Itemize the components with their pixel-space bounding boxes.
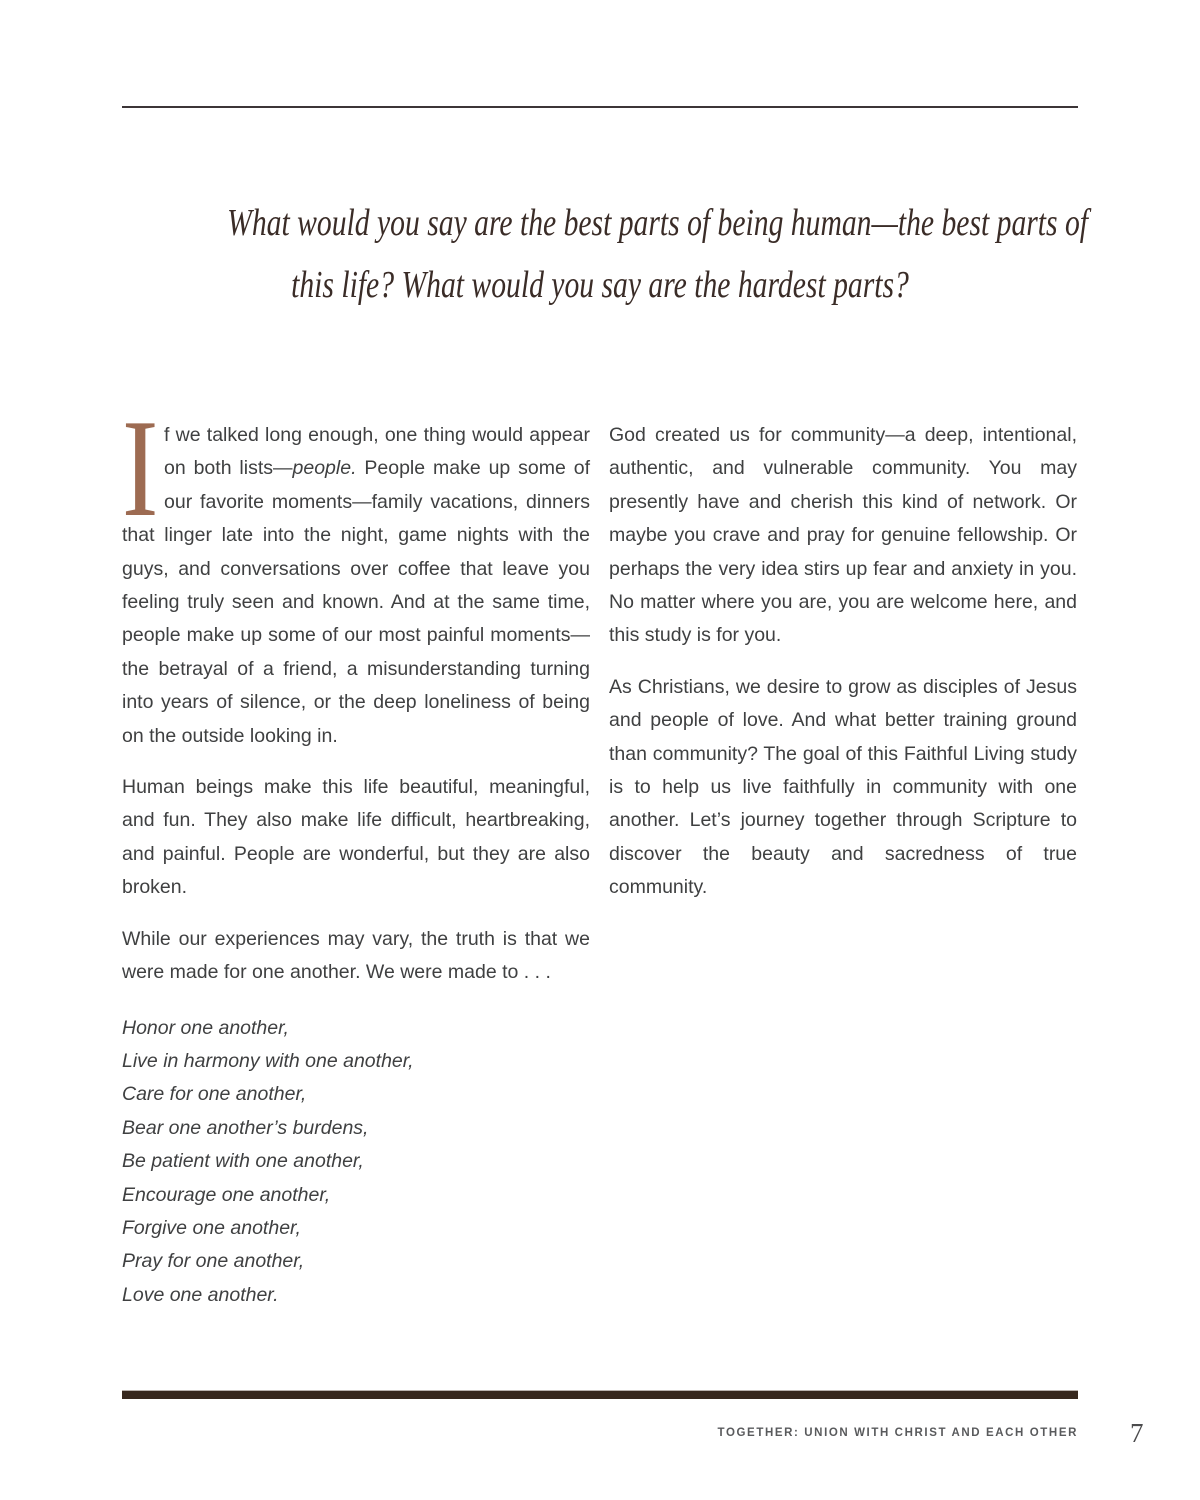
page-number: 7 — [1130, 1418, 1144, 1448]
paragraph-experiences: While our experiences may vary, the truth is that we were made for one another. We were made to . . . — [122, 927, 590, 984]
list-item: Be patient with one another, — [122, 1150, 364, 1173]
list-item: Care for one another, — [122, 1083, 307, 1106]
paragraph-human-beings: Human beings make this life beautiful, meaningful, and fun. They also make life difficult, heartbreaking, and painful. People are wonderful, but they are also broken. — [122, 776, 590, 899]
body-text-columns — [122, 391, 1078, 1312]
one-another-list — [122, 1012, 590, 1313]
paragraph-intro-text-a: f we talked long enough, one thing would appear on both lists— — [164, 424, 590, 480]
heading-line-1: What would you say are the best parts of being human—the best parts of — [227, 202, 1089, 244]
list-item: Encourage one another, — [122, 1183, 331, 1206]
heading-line-2: this life? What would you say are the hardest parts? — [291, 264, 909, 306]
list-item: Forgive one another, — [122, 1216, 301, 1239]
left-column — [122, 391, 590, 1312]
running-title: TOGETHER: UNION WITH CHRIST AND EACH OTHER — [717, 1427, 1078, 1439]
paragraph-intro-text-b: People make up some of our favorite moments—family vacations, dinners that linger late into the night, game nights with the guys, and conversations over coffee that leave you feeling truly seen and known. And at the same time, people make up some of our most painful moments—the betrayal of a friend, a misunderstanding turning into years of silence, or the deep loneliness of being on the outside looking in. — [122, 457, 590, 747]
footer-divider-rule — [122, 1390, 1078, 1399]
chapter-question-heading — [122, 192, 1089, 316]
top-divider-rule — [122, 106, 1078, 108]
right-column — [609, 419, 1077, 1312]
list-item: Honor one another, — [122, 1016, 289, 1039]
list-item: Bear one another’s burdens, — [122, 1116, 369, 1139]
list-item: Live in harmony with one another, — [122, 1049, 414, 1072]
dropcap-letter: I — [122, 391, 159, 546]
paragraph-intro — [122, 391, 590, 753]
list-item: Pray for one another, — [122, 1250, 305, 1273]
paragraph-god-created: God created us for community—a deep, intentional, authentic, and vulnerable community. You may presently have and cherish this kind of network. Or maybe you crave and pray for genuine fellowship. Or perhaps the very idea stirs up fear and anxiety in you. No matter where you are, you are welcome here, and this study is for you. — [609, 424, 1077, 647]
paragraph-as-christians: As Christians, we desire to grow as disciples of Jesus and people of love. And what better training ground than community? The goal of this Faithful Living study is to help us live faithfully in community with one another. Let’s journey together through Scripture to discover the beauty and sacredness of true community. — [609, 675, 1077, 899]
list-item: Love one another. — [122, 1283, 279, 1306]
paragraph-intro-text-italic: people. — [292, 457, 357, 480]
